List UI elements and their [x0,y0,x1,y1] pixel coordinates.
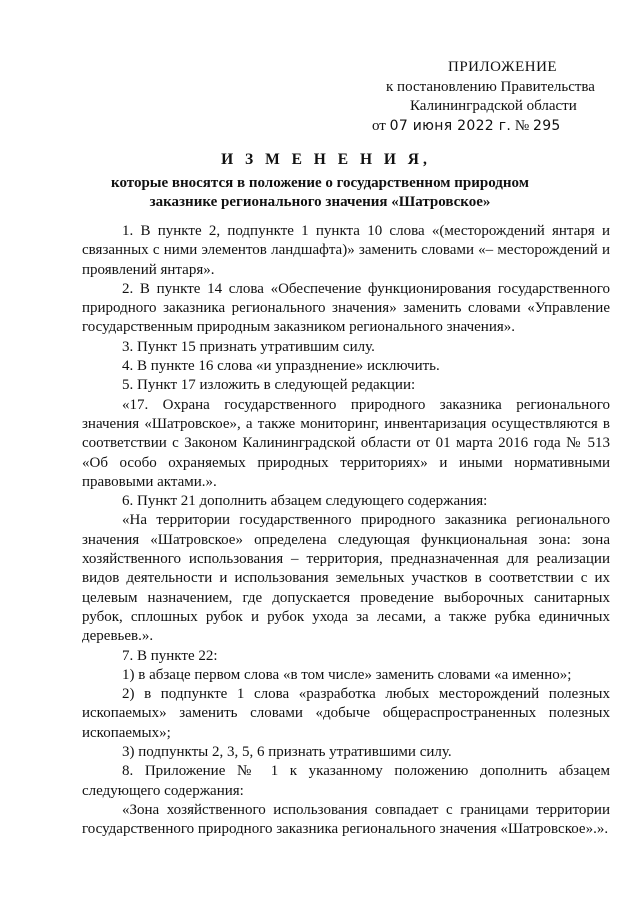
document-subtitle-line-1: которые вносятся в положение о государственном природном [111,174,529,191]
document-title-block [0,150,640,213]
document-body [82,222,610,840]
paragraph-1: 1. В пункте 2, подпункте 1 пункта 10 слова «(месторождений янтаря и связанных с ними элементов ландшафта)» заменить словами «– месторождений и проявлений янтаря». [82,223,610,278]
appendix-line-2: Калининградской области [410,98,577,114]
appendix-date-line [370,117,610,137]
number-prefix: № [514,117,530,134]
paragraph-3: 3. Пункт 15 признать утратившим силу. [122,338,375,355]
document-subtitle-line-2: заказнике регионального значения «Шатровское» [149,194,491,210]
paragraph-11: 2) в подпункте 1 слова «разработка любых месторождений полезных ископаемых» заменить словами «добыче общераспространенных полезных ископаемых»; [82,686,610,741]
paragraph-8: «На территории государственного природного заказника регионального значения «Шатровское» определена следующая функциональная зона: зона хозяйственного использования – территория, предназначенная для реализации видов деятельности и использования земельных участков в соответствии с их целевым назначением, где допускается проведение выборочных санитарных рубок, сплошных рубок и рубок ухода за лесами, а также рубка единичных деревьев.». [82,512,610,645]
number-value: 295 [532,117,561,134]
paragraph-7: 6. Пункт 21 дополнить абзацем следующего содержания: [122,493,488,510]
paragraph-5: 5. Пункт 17 изложить в следующей редакции: [122,377,416,394]
paragraph-14: «Зона хозяйственного использования совпадает с границами территории государственного природного заказника регионального значения «Шатровское».». [82,801,610,838]
appendix-line-1: к постановлению Правительства [386,78,595,95]
date-value: 07 июня 2022 г. [389,117,512,134]
paragraph-6: «17. Охрана государственного природного заказника регионального значения «Шатровское», а также мониторинг, инвентаризация осуществляются в соответствии с Законом Калининградской области от 01 марта 2016 года № 513 «Об особо охраняемых природных территориях» и иными нормативными правовыми актами.». [82,396,610,490]
paragraph-13: 8. Приложение № 1 к указанному положению дополнить абзацем следующего содержания: [82,763,610,799]
paragraph-4: 4. В пункте 16 слова «и упразднение» исключить. [122,358,440,375]
paragraph-9: 7. В пункте 22: [122,647,218,664]
paragraph-2: 2. В пункте 14 слова «Обеспечение функционирования государственного природного заказника регионального значения» заменить словами «Управление государственным природным заказником регионального значения». [82,280,610,336]
document-title: И З М Е Н Е Н И Я, [221,151,431,168]
date-prefix: от [372,117,386,134]
appendix-title: ПРИЛОЖЕНИЕ [448,59,558,75]
appendix-header [370,58,610,136]
paragraph-10: 1) в абзаце первом слова «в том числе» заменить словами «а именно»; [122,666,572,683]
paragraph-12: 3) подпункты 2, 3, 5, 6 признать утратившими силу. [122,744,452,761]
